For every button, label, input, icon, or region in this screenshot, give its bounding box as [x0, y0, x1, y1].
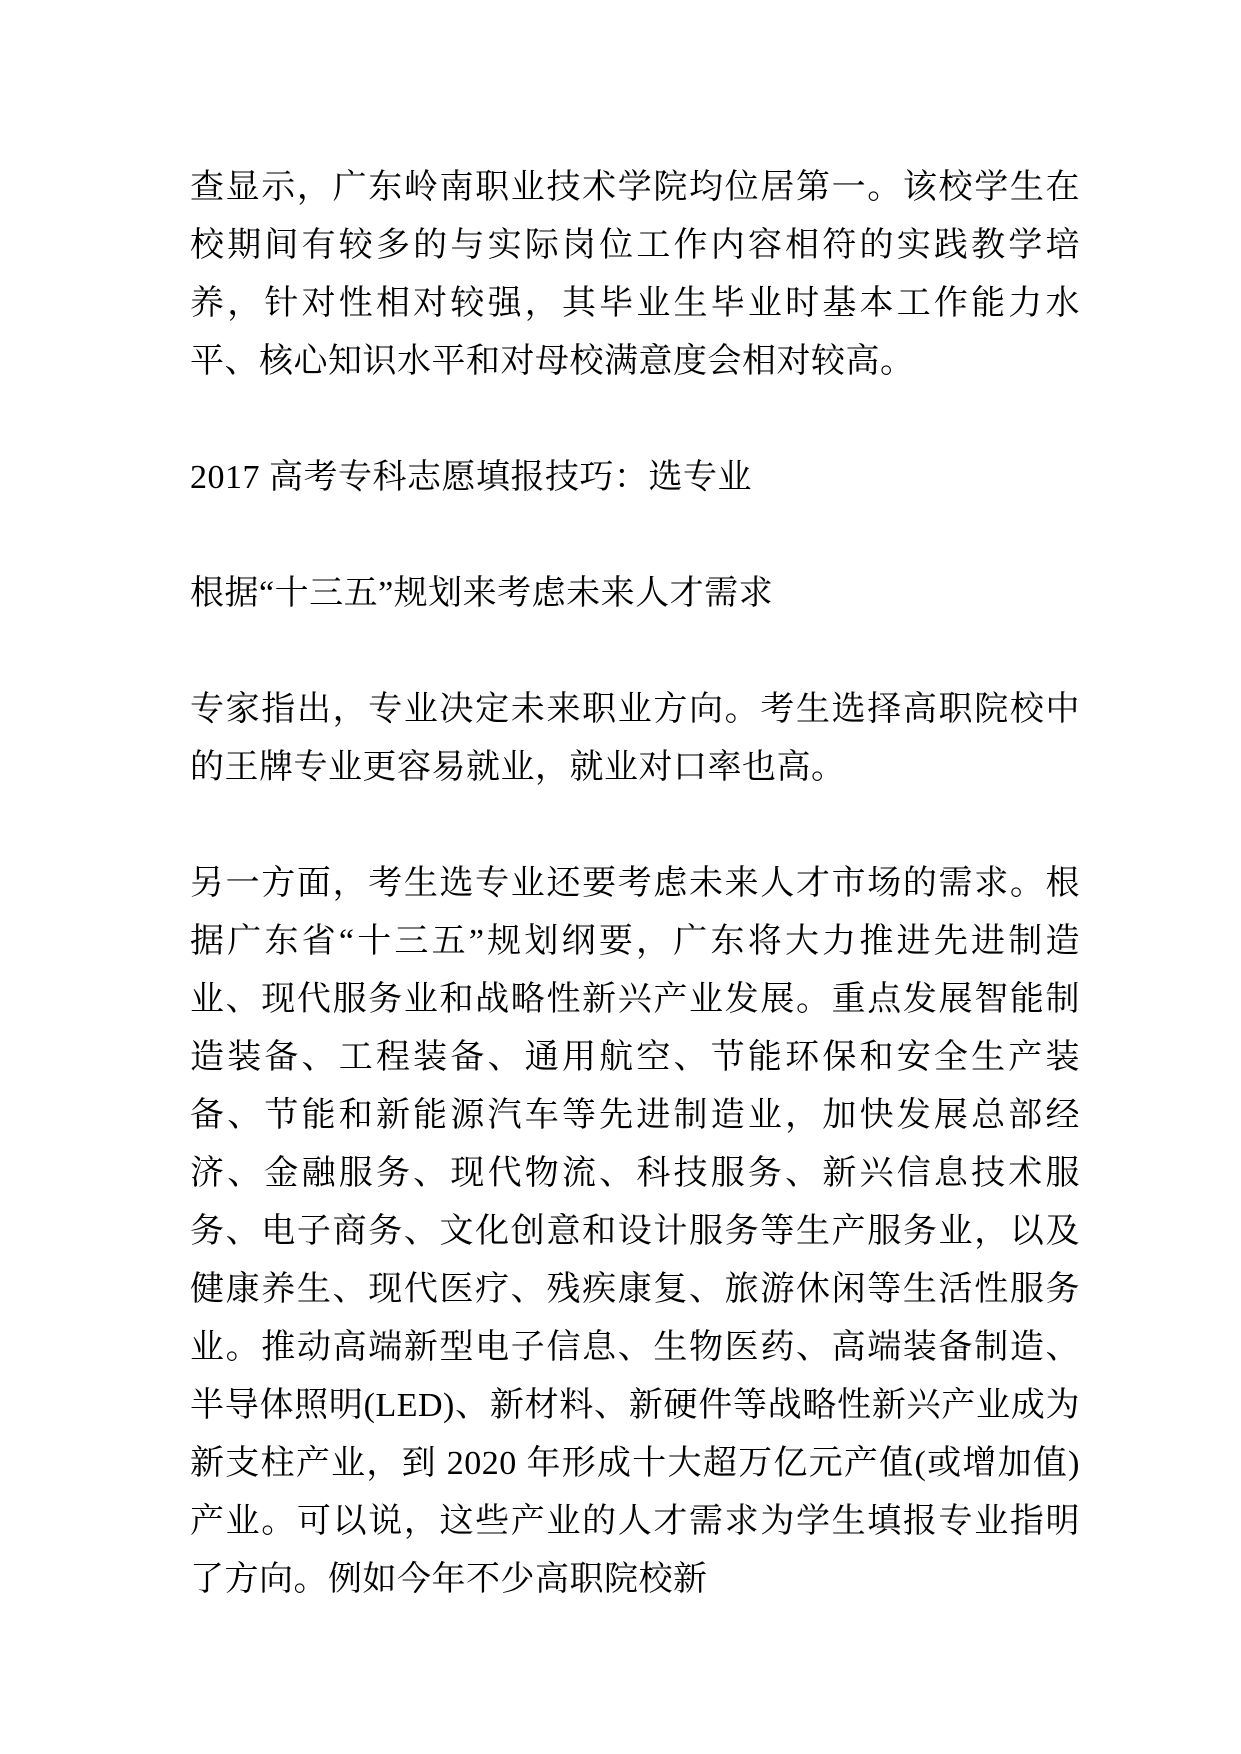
subheading-thirteenth-five-year-plan: 根据“十三五”规划来考虑未来人才需求 — [190, 575, 774, 612]
paragraph-industry-demand: 另一方面，考生选专业还要考虑未来人才市场的需求。根据广东省“十三五”规划纲要，广东将大力推进先进制造业、现代服务业和战略性新兴产业发展。重点发展智能制造装备、工程装备、通用航空、节能环保和安全生产装备、节能和新能源汽车等先进制造业，加快发展总部经济、金融服务、现代物流、科技服务、新兴信息技术服务、电子商务、文化创意和设计服务等生产服务业，以及健康养生、现代医疗、残疾康复、旅游休闲等生活性服务业。推动高端新型电子信息、生物医药、高端装备制造、半导体照明(LED)、新材料、新硬件等战略性新兴产业成为新支柱产业，到 2020 年形成十大超万亿元产值(或增加值)产业。可以说，这些产业的人才需求为学生填报专业指明了方向。例如今年不少高职院校新 — [190, 865, 1080, 1598]
paragraph-expert-opinion: 专家指出，专业决定未来职业方向。考生选择高职院校中的王牌专业更容易就业，就业对口率也高。 — [190, 691, 1080, 786]
paragraph-school-survey-continuation: 查显示，广东岭南职业技术学院均位居第一。该校学生在校期间有较多的与实际岗位工作内容相符的实践教学培养，针对性相对较强，其毕业生毕业时基本工作能力水平、核心知识水平和对母校满意度会相对较高。 — [190, 169, 1080, 380]
heading-volunteer-tips: 2017 高考专科志愿填报技巧：选专业 — [190, 459, 752, 496]
